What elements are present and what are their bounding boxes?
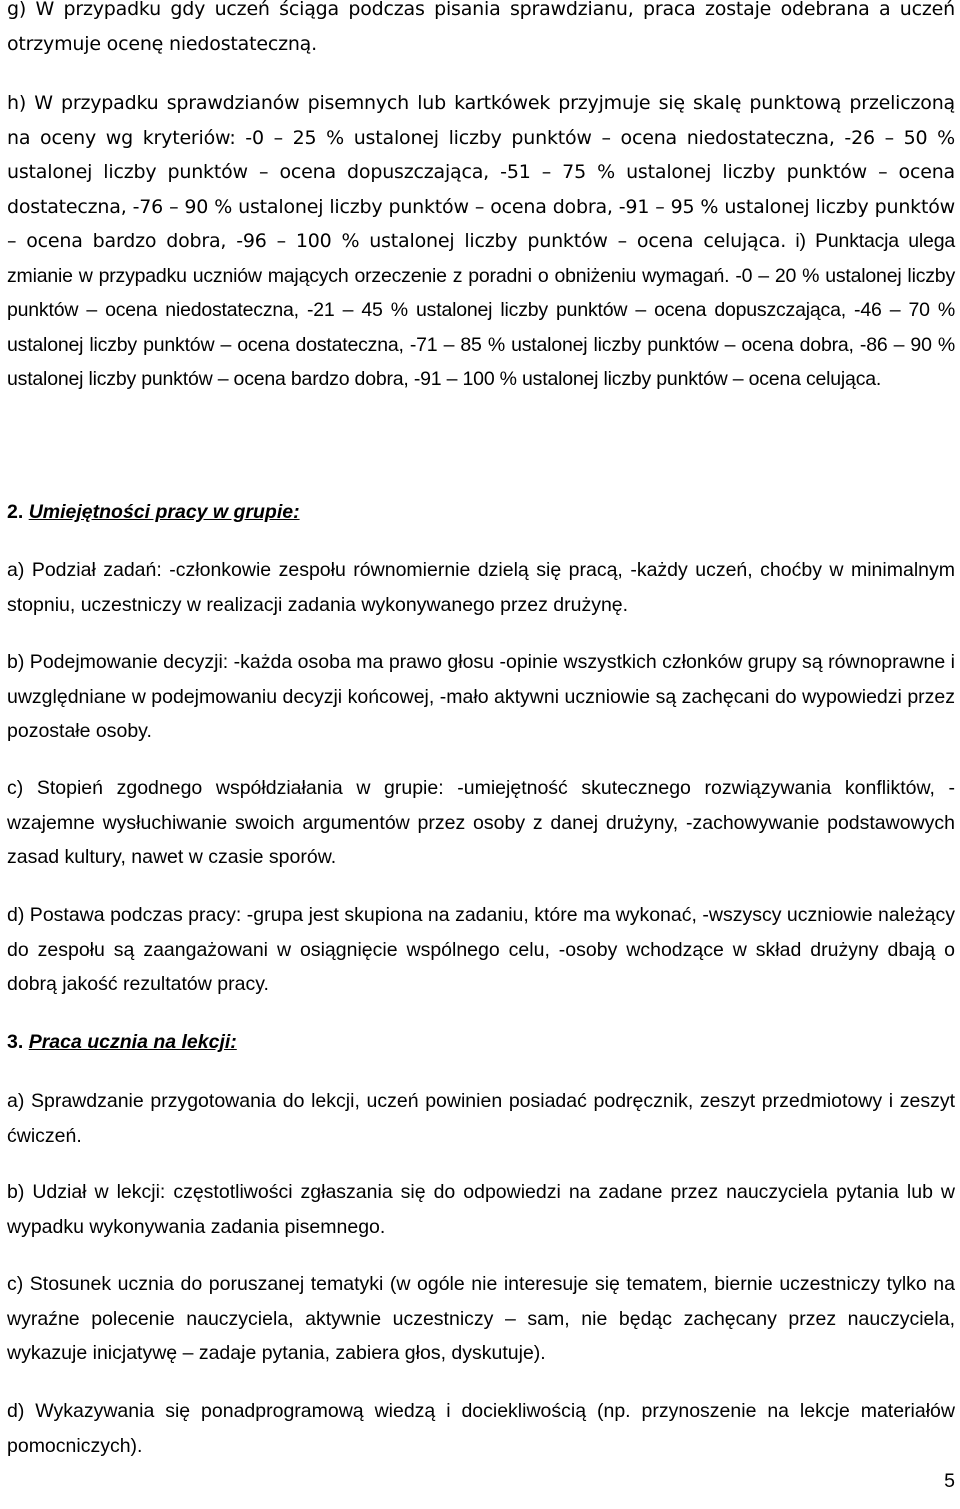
section-2-item-d: d) Postawa podczas pracy: -grupa jest skupiona na zadaniu, które ma wykonać, -wszyscy uczniowie należący do zespołu są zaangażowani w osiągnięcie wspólnego celu, -osoby wchodzące w skład drużyny dbają o dobrą jakość rezultatów pracy. — [7, 904, 955, 996]
section-2-item-b: b) Podejmowanie decyzji: -każda osoba ma prawo głosu -opinie wszystkich członków grupy są równoprawne i uwzględniane w podejmowaniu decyzji końcowej, -mało aktywni uczniowie są zachęcani do wypowiedzi przez pozostałe osoby. — [7, 651, 955, 743]
section-3-item-d: d) Wykazywania się ponadprogramową wiedzą i dociekliwością (np. przynoszenie na lekcje materiałów pomocniczych). — [7, 1400, 955, 1457]
section-2-title: Umiejętności pracy w grupie: — [28, 501, 300, 523]
section-3-item-a: a) Sprawdzanie przygotowania do lekcji, uczeń powinien posiadać podręcznik, zeszyt przedmiotowy i zeszyt ćwiczeń. — [7, 1090, 955, 1147]
section-3-title: Praca ucznia na lekcji: — [28, 1031, 237, 1053]
section-3-number: 3. — [7, 1031, 24, 1053]
section-3-item-b: b) Udział w lekcji: częstotliwości zgłaszania się do odpowiedzi na zadane przez nauczyciela pytania lub w wypadku wykonywania zadania pisemnego. — [7, 1181, 955, 1238]
page-number: 5 — [944, 1470, 955, 1492]
section-3-item-c: c) Stosunek ucznia do poruszanej tematyki (w ogóle nie interesuje się tematem, biernie uczestniczy tylko na wyraźne polecenie nauczyciela, aktywnie uczestniczy – sam, nie będąc zachęcany przez nauczyciela, wykazuje inicjatywę – zadaje pytania, zabiera głos, dyskutuje). — [7, 1273, 955, 1365]
paragraph-i: i) Punktacja ulega zmianie w przypadku uczniów mających orzeczenie z poradni o obniżeniu wymagań. -0 – 20 % ustalonej liczby punktów – ocena niedostateczna, -21 – 45 % ustalonej liczby punktów – ocena dopuszczająca, -46 – 70 % ustalonej liczby punktów – ocena dostateczna, -71 – 85 % ustalonej liczby punktów – ocena dobra, -86 – 90 % ustalonej liczby punktów – ocena bardzo dobra, -91 – 100 % ustalonej liczby punktów – ocena celująca. — [7, 230, 955, 391]
section-2-number: 2. — [7, 501, 24, 523]
section-2-item-c: c) Stopień zgodnego współdziałania w grupie: -umiejętność skutecznego rozwiązywania konfliktów, -wzajemne wysłuchiwanie swoich argumentów przez osoby z danej drużyny, -zachowywanie podstawowych zasad kultury, nawet w czasie sporów. — [7, 777, 955, 869]
section-2-heading — [7, 495, 300, 530]
section-2-item-a: a) Podział zadań: -członkowie zespołu równomiernie dzielą się pracą, -każdy uczeń, choćby w minimalnym stopniu, uczestniczy w realizacji zadania wykonywanego przez drużynę. — [7, 559, 955, 616]
section-3-heading — [7, 1025, 237, 1060]
paragraph-h-i — [7, 86, 955, 397]
paragraph-g: g) W przypadku gdy uczeń ściąga podczas pisania sprawdzianu, praca zostaje odebrana a uczeń otrzymuje ocenę niedostateczną. — [7, 0, 955, 55]
paragraph-h: h) W przypadku sprawdzianów pisemnych lub kartkówek przyjmuje się skalę punktową przeliczoną na oceny wg kryteriów: -0 – 25 % ustalonej liczby punktów – ocena niedostateczna, -26 – 50 % ustalonej liczby punktów – ocena dopuszczająca, -51 – 75 % ustalonej liczby punktów – ocena dostateczna, -76 – 90 % ustalonej liczby punktów – ocena dobra, -91 – 95 % ustalonej liczby punktów – ocena bardzo dobra, -96 – 100 % ustalonej liczby punktów – ocena celująca. — [7, 92, 955, 252]
